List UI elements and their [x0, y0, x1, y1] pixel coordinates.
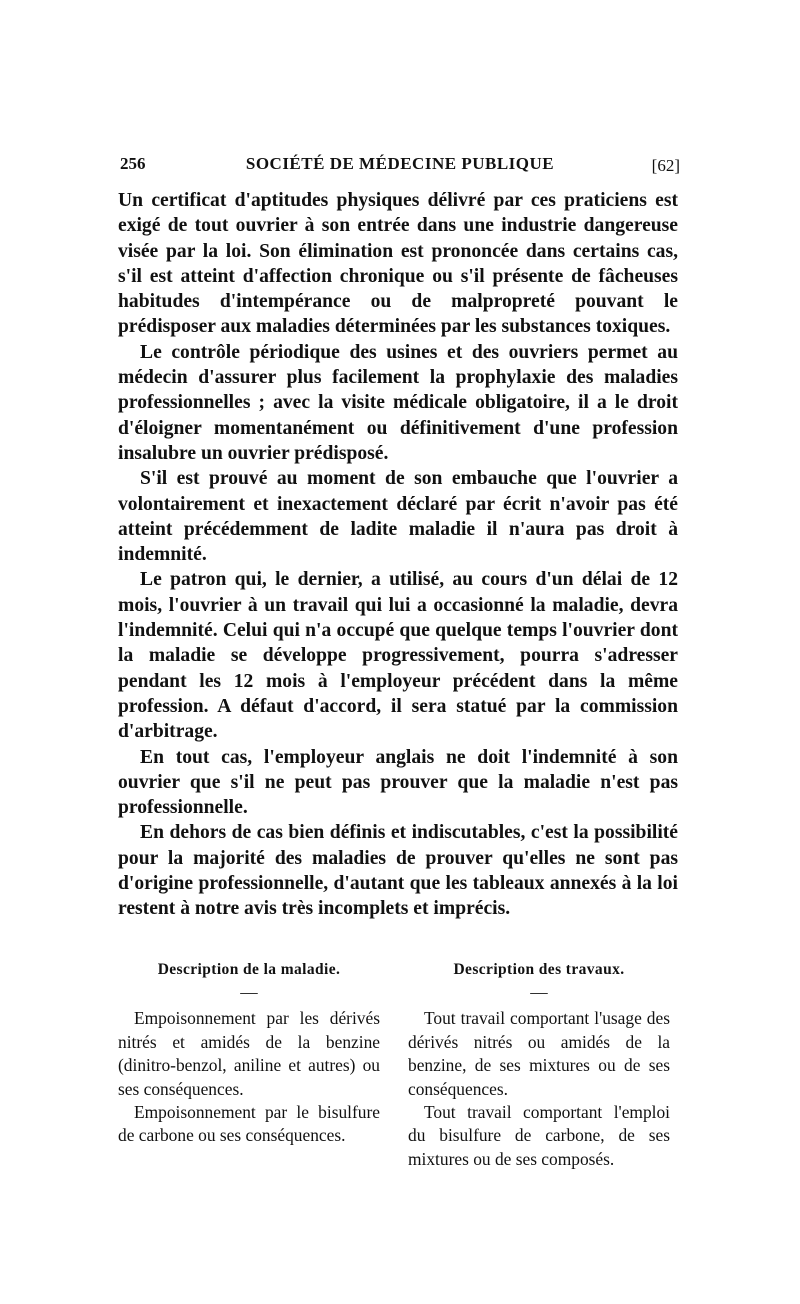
- heading-dash: —: [530, 982, 548, 1003]
- paragraph: Le patron qui, le dernier, a utilisé, au cours d'un délai de 12 mois, l'ouvrier à un travail qui lui a occasionné la maladie, devra l'indemnité. Celui qui n'a occupé que quelque temps l'ouvrier dont la maladie se développe progressivement, pourra s'adresser pendant les 12 mois à l'employeur précédent dans la même profession. A défaut d'accord, il sera statué par la commission d'arbitrage.: [118, 569, 678, 743]
- disease-column: [118, 958, 380, 1148]
- paragraph: S'il est prouvé au moment de son embauche que l'ouvrier a volontairement et inexactement déclaré par écrit n'avoir pas été atteint précédemment de ladite maladie il n'aura pas droit à indemnité.: [118, 468, 678, 566]
- work-entry: Tout travail comportant l'emploi du bisulfure de carbone, de ses mixtures ou de ses composés.: [408, 1102, 670, 1169]
- disease-work-table: [118, 958, 680, 1169]
- paragraph: Un certificat d'aptitudes physiques délivré par ces praticiens est exigé de tout ouvrier à son entrée dans une industrie dangereuse visée par la loi. Son élimination est prononcée dans certains cas, s'il est atteint d'affection chronique ou s'il présente de fâcheuses habitudes d'intempérance ou de malpropreté pouvant le prédisposer aux maladies déterminées par les substances toxiques.: [118, 190, 678, 338]
- disease-entry: Empoisonnement par le bisulfure de carbone ou ses conséquences.: [118, 1102, 380, 1146]
- disease-entry: Empoisonnement par les dérivés nitrés et amidés de la benzine (dinitro-benzol, aniline et autres) ou ses conséquences.: [118, 1008, 380, 1099]
- work-column: [408, 958, 670, 1171]
- heading-dash: —: [240, 982, 258, 1003]
- paragraph: Le contrôle périodique des usines et des ouvriers permet au médecin d'assurer plus facilement la prophylaxie des maladies professionnelles ; avec la visite médicale obligatoire, il a le droit d'éloigner momentanément ou définitivement d'une profession insalubre un ouvrier prédisposé.: [118, 341, 678, 464]
- paragraph: En dehors de cas bien définis et indiscutables, c'est la possibilité pour la majorité des maladies de prouver qu'elles ne sont pas d'origine professionnelle, d'autant que les tableaux annexés à la loi restent à notre avis très incomplets et imprécis.: [118, 822, 678, 920]
- running-title: SOCIÉTÉ DE MÉDECINE PUBLIQUE: [245, 154, 555, 173]
- page-number: 256: [120, 154, 146, 173]
- disease-column-heading: Description de la maladie.: [157, 961, 341, 978]
- work-entry: Tout travail comportant l'usage des dérivés nitrés ou amidés de la benzine, de ses mixtures ou de ses conséquences.: [408, 1008, 670, 1099]
- running-header: [120, 150, 680, 178]
- page-reference: [62]: [651, 156, 680, 175]
- main-text: [118, 188, 678, 922]
- work-column-heading: Description des travaux.: [453, 961, 625, 978]
- paragraph: En tout cas, l'employeur anglais ne doit l'indemnité à son ouvrier que s'il ne peut pas prouver que la maladie n'est pas professionnelle.: [118, 746, 678, 819]
